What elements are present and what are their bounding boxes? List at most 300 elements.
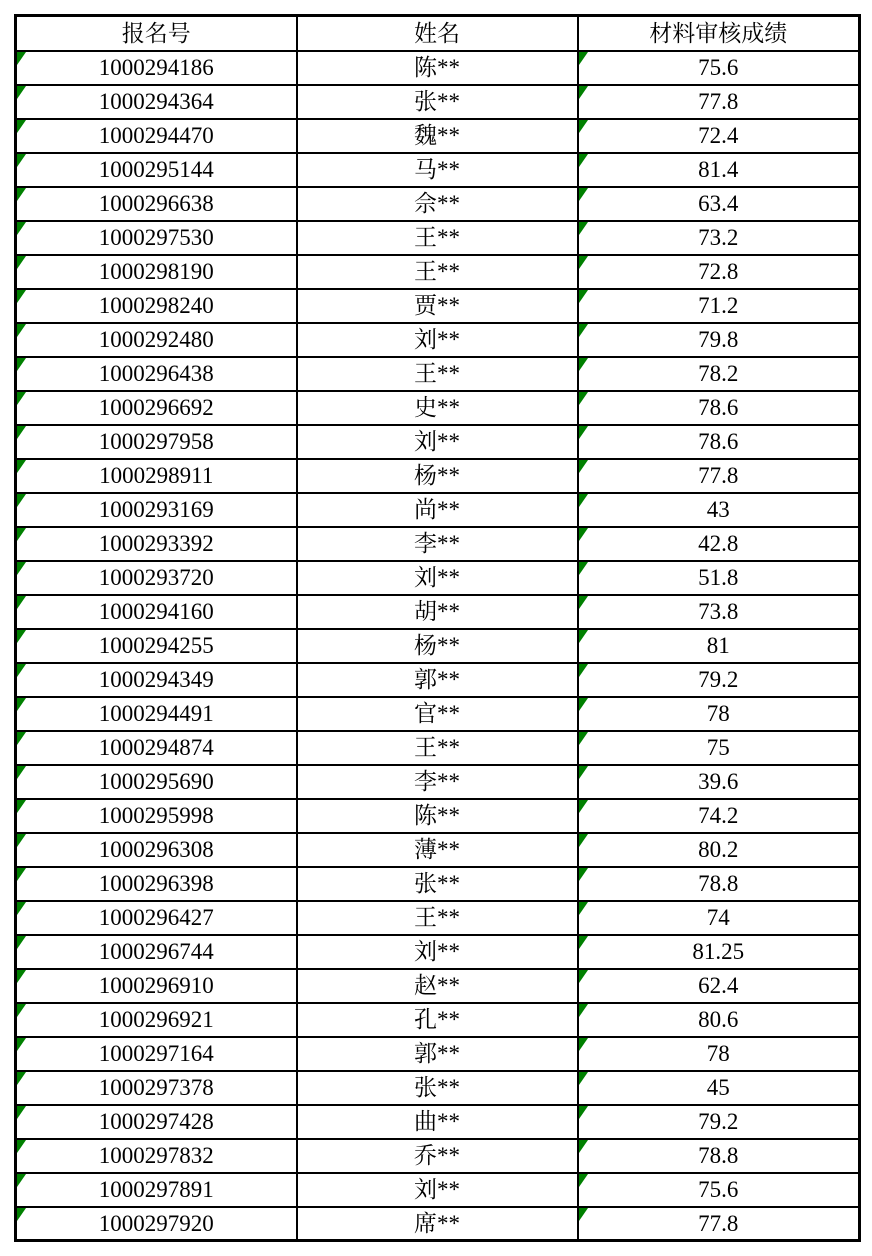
- cell-name: [297, 323, 578, 357]
- green-triangle-icon: [579, 562, 588, 575]
- green-triangle-icon: [17, 1038, 26, 1051]
- cell-text: 81.25: [692, 939, 745, 964]
- cell-score: [578, 425, 860, 459]
- cell-name: [297, 255, 578, 289]
- cell-text: 尚**: [414, 497, 460, 522]
- cell-score: [578, 1173, 860, 1207]
- green-triangle-icon: [579, 528, 588, 541]
- cell-text: 1000296398: [98, 871, 214, 896]
- cell-text: 官**: [414, 701, 460, 726]
- cell-score: [578, 595, 860, 629]
- cell-registration-number: [16, 833, 297, 867]
- cell-text: 43: [706, 497, 730, 522]
- cell-text: 1000296921: [98, 1007, 214, 1032]
- cell-score: [578, 187, 860, 221]
- cell-name: [297, 867, 578, 901]
- green-triangle-icon: [17, 1106, 26, 1119]
- green-triangle-icon: [579, 290, 588, 303]
- cell-text: 刘**: [414, 327, 460, 352]
- cell-score: [578, 833, 860, 867]
- cell-registration-number: [16, 799, 297, 833]
- cell-text: 39.6: [698, 769, 739, 794]
- green-triangle-icon: [17, 800, 26, 813]
- cell-text: 79.2: [698, 1109, 739, 1134]
- green-triangle-icon: [17, 1072, 26, 1085]
- green-triangle-icon: [17, 426, 26, 439]
- cell-name: [297, 663, 578, 697]
- cell-registration-number: [16, 765, 297, 799]
- cell-text: 78.8: [698, 1143, 739, 1168]
- cell-score: [578, 561, 860, 595]
- cell-name: [297, 697, 578, 731]
- cell-text: 77.8: [698, 1210, 739, 1236]
- header-material-review-score: 材料审核成绩: [578, 16, 860, 51]
- green-triangle-icon: [17, 630, 26, 643]
- cell-text: 75.6: [698, 1177, 739, 1202]
- green-triangle-icon: [579, 1106, 588, 1119]
- green-triangle-icon: [579, 1004, 588, 1017]
- cell-text: 陈**: [414, 55, 460, 80]
- table-row: [16, 85, 860, 119]
- cell-text: 77.8: [698, 463, 739, 488]
- cell-text: 51.8: [698, 565, 739, 590]
- green-triangle-icon: [17, 188, 26, 201]
- cell-name: [297, 425, 578, 459]
- cell-registration-number: [16, 901, 297, 935]
- cell-text: 1000294349: [98, 667, 214, 692]
- cell-text: 1000295690: [98, 769, 214, 794]
- cell-text: 1000294470: [98, 123, 214, 148]
- cell-name: [297, 1139, 578, 1173]
- cell-text: 胡**: [414, 599, 460, 624]
- cell-text: 1000296744: [98, 939, 214, 964]
- cell-text: 席**: [414, 1210, 460, 1236]
- green-triangle-icon: [579, 426, 588, 439]
- green-triangle-icon: [17, 1174, 26, 1187]
- cell-registration-number: [16, 1105, 297, 1139]
- cell-text: 郭**: [414, 1041, 460, 1066]
- cell-text: 1000292480: [98, 327, 214, 352]
- green-triangle-icon: [579, 1208, 588, 1221]
- green-triangle-icon: [17, 528, 26, 541]
- cell-score: [578, 255, 860, 289]
- table-row: [16, 255, 860, 289]
- cell-name: [297, 629, 578, 663]
- green-triangle-icon: [579, 766, 588, 779]
- table-row: [16, 799, 860, 833]
- cell-score: [578, 459, 860, 493]
- green-triangle-icon: [17, 1208, 26, 1221]
- table-row: [16, 1139, 860, 1173]
- cell-score: [578, 969, 860, 1003]
- cell-text: 史**: [414, 395, 460, 420]
- cell-text: 王**: [414, 905, 460, 930]
- cell-score: [578, 731, 860, 765]
- cell-text: 1000298911: [99, 463, 214, 488]
- cell-text: 1000296910: [98, 973, 214, 998]
- green-triangle-icon: [579, 1038, 588, 1051]
- cell-name: [297, 1105, 578, 1139]
- table-row: [16, 289, 860, 323]
- cell-text: 1000297920: [98, 1210, 214, 1236]
- cell-name: [297, 1071, 578, 1105]
- cell-name: [297, 289, 578, 323]
- cell-text: 1000294186: [98, 55, 214, 80]
- green-triangle-icon: [579, 222, 588, 235]
- green-triangle-icon: [579, 86, 588, 99]
- cell-name: [297, 51, 578, 85]
- green-triangle-icon: [17, 936, 26, 949]
- cell-text: 1000297378: [98, 1075, 214, 1100]
- green-triangle-icon: [579, 834, 588, 847]
- cell-registration-number: [16, 1003, 297, 1037]
- green-triangle-icon: [579, 698, 588, 711]
- cell-text: 1000296438: [98, 361, 214, 386]
- green-triangle-icon: [17, 1140, 26, 1153]
- green-triangle-icon: [579, 868, 588, 881]
- cell-score: [578, 901, 860, 935]
- table-row: [16, 969, 860, 1003]
- cell-text: 80.2: [698, 837, 739, 862]
- cell-name: [297, 391, 578, 425]
- cell-score: [578, 119, 860, 153]
- green-triangle-icon: [579, 1140, 588, 1153]
- cell-name: [297, 595, 578, 629]
- green-triangle-icon: [579, 460, 588, 473]
- cell-text: 62.4: [698, 973, 739, 998]
- cell-registration-number: [16, 391, 297, 425]
- table-row: [16, 629, 860, 663]
- cell-score: [578, 697, 860, 731]
- green-triangle-icon: [579, 596, 588, 609]
- cell-registration-number: [16, 119, 297, 153]
- green-triangle-icon: [579, 1072, 588, 1085]
- cell-text: 刘**: [414, 939, 460, 964]
- green-triangle-icon: [17, 698, 26, 711]
- cell-score: [578, 935, 860, 969]
- cell-score: [578, 1105, 860, 1139]
- table-row: [16, 731, 860, 765]
- cell-score: [578, 1071, 860, 1105]
- cell-text: 80.6: [698, 1007, 739, 1032]
- green-triangle-icon: [17, 834, 26, 847]
- cell-text: 1000293720: [98, 565, 214, 590]
- green-triangle-icon: [17, 902, 26, 915]
- cell-registration-number: [16, 255, 297, 289]
- table-header: [16, 16, 860, 51]
- cell-text: 李**: [414, 531, 460, 556]
- table-row: [16, 663, 860, 697]
- cell-name: [297, 459, 578, 493]
- cell-registration-number: [16, 221, 297, 255]
- table-row: [16, 391, 860, 425]
- cell-text: 1000294255: [98, 633, 214, 658]
- table-row: [16, 765, 860, 799]
- cell-registration-number: [16, 1071, 297, 1105]
- cell-text: 1000295144: [98, 157, 214, 182]
- table-row: [16, 459, 860, 493]
- cell-name: [297, 1207, 578, 1241]
- green-triangle-icon: [579, 902, 588, 915]
- cell-name: [297, 833, 578, 867]
- cell-registration-number: [16, 731, 297, 765]
- cell-text: 郭**: [414, 667, 460, 692]
- cell-text: 王**: [414, 259, 460, 284]
- cell-score: [578, 765, 860, 799]
- cell-name: [297, 187, 578, 221]
- cell-text: 1000298190: [98, 259, 214, 284]
- cell-text: 刘**: [414, 429, 460, 454]
- table-row: [16, 595, 860, 629]
- cell-registration-number: [16, 425, 297, 459]
- cell-registration-number: [16, 663, 297, 697]
- cell-name: [297, 357, 578, 391]
- green-triangle-icon: [579, 732, 588, 745]
- cell-name: [297, 119, 578, 153]
- cell-text: 1000297832: [98, 1143, 214, 1168]
- cell-score: [578, 493, 860, 527]
- cell-text: 72.8: [698, 259, 739, 284]
- cell-text: 1000297891: [98, 1177, 214, 1202]
- cell-score: [578, 51, 860, 85]
- cell-text: 74: [706, 905, 730, 930]
- cell-text: 陈**: [414, 803, 460, 828]
- cell-text: 78.2: [698, 361, 739, 386]
- cell-score: [578, 153, 860, 187]
- green-triangle-icon: [17, 392, 26, 405]
- cell-text: 张**: [414, 871, 460, 896]
- green-triangle-icon: [579, 154, 588, 167]
- table-row: [16, 493, 860, 527]
- cell-text: 1000297164: [98, 1041, 214, 1066]
- green-triangle-icon: [579, 188, 588, 201]
- green-triangle-icon: [17, 256, 26, 269]
- green-triangle-icon: [17, 766, 26, 779]
- green-triangle-icon: [17, 1004, 26, 1017]
- table-row: [16, 187, 860, 221]
- cell-name: [297, 1173, 578, 1207]
- green-triangle-icon: [579, 630, 588, 643]
- cell-registration-number: [16, 51, 297, 85]
- cell-text: 79.8: [698, 327, 739, 352]
- cell-registration-number: [16, 323, 297, 357]
- cell-text: 73.8: [698, 599, 739, 624]
- cell-registration-number: [16, 153, 297, 187]
- green-triangle-icon: [17, 154, 26, 167]
- cell-text: 1000294160: [98, 599, 214, 624]
- green-triangle-icon: [17, 494, 26, 507]
- green-triangle-icon: [17, 596, 26, 609]
- cell-registration-number: [16, 867, 297, 901]
- green-triangle-icon: [579, 494, 588, 507]
- cell-name: [297, 153, 578, 187]
- table-row: [16, 1003, 860, 1037]
- cell-score: [578, 1003, 860, 1037]
- cell-text: 1000293169: [98, 497, 214, 522]
- green-triangle-icon: [17, 120, 26, 133]
- cell-text: 1000295998: [98, 803, 214, 828]
- cell-registration-number: [16, 595, 297, 629]
- cell-score: [578, 1037, 860, 1071]
- green-triangle-icon: [17, 222, 26, 235]
- cell-registration-number: [16, 1207, 297, 1241]
- cell-registration-number: [16, 697, 297, 731]
- cell-text: 72.4: [698, 123, 739, 148]
- cell-text: 78.6: [698, 429, 739, 454]
- cell-text: 78: [706, 1041, 730, 1066]
- green-triangle-icon: [17, 460, 26, 473]
- cell-registration-number: [16, 1173, 297, 1207]
- table-row: [16, 221, 860, 255]
- green-triangle-icon: [17, 86, 26, 99]
- table-row: [16, 1037, 860, 1071]
- cell-score: [578, 1139, 860, 1173]
- green-triangle-icon: [579, 970, 588, 983]
- cell-registration-number: [16, 935, 297, 969]
- header-name: 姓名: [297, 16, 578, 51]
- cell-registration-number: [16, 1037, 297, 1071]
- green-triangle-icon: [579, 52, 588, 65]
- cell-name: [297, 221, 578, 255]
- cell-text: 杨**: [414, 463, 460, 488]
- cell-name: [297, 799, 578, 833]
- green-triangle-icon: [17, 868, 26, 881]
- cell-registration-number: [16, 289, 297, 323]
- cell-text: 孔**: [414, 1007, 460, 1032]
- cell-text: 42.8: [698, 531, 739, 556]
- table-row: [16, 1105, 860, 1139]
- cell-text: 李**: [414, 769, 460, 794]
- green-triangle-icon: [17, 732, 26, 745]
- cell-score: [578, 323, 860, 357]
- cell-text: 78.6: [698, 395, 739, 420]
- cell-score: [578, 867, 860, 901]
- cell-text: 1000296692: [98, 395, 214, 420]
- cell-text: 71.2: [698, 293, 739, 318]
- table-row: [16, 153, 860, 187]
- cell-text: 75: [706, 735, 730, 760]
- cell-registration-number: [16, 493, 297, 527]
- green-triangle-icon: [17, 664, 26, 677]
- cell-registration-number: [16, 459, 297, 493]
- cell-text: 曲**: [414, 1109, 460, 1134]
- cell-score: [578, 1207, 860, 1241]
- cell-text: 75.6: [698, 55, 739, 80]
- green-triangle-icon: [579, 1174, 588, 1187]
- table-row: [16, 561, 860, 595]
- table-row: [16, 527, 860, 561]
- header-registration-number: 报名号: [16, 16, 297, 51]
- cell-text: 81: [706, 633, 730, 658]
- cell-score: [578, 357, 860, 391]
- cell-registration-number: [16, 187, 297, 221]
- table-row: [16, 1207, 860, 1241]
- cell-text: 1000296308: [98, 837, 214, 862]
- table-row: [16, 323, 860, 357]
- cell-name: [297, 1037, 578, 1071]
- green-triangle-icon: [17, 562, 26, 575]
- green-triangle-icon: [17, 52, 26, 65]
- cell-text: 74.2: [698, 803, 739, 828]
- cell-text: 贾**: [414, 293, 460, 318]
- green-triangle-icon: [579, 120, 588, 133]
- cell-text: 1000298240: [98, 293, 214, 318]
- cell-text: 1000294874: [98, 735, 214, 760]
- cell-text: 杨**: [414, 633, 460, 658]
- cell-text: 1000297530: [98, 225, 214, 250]
- cell-name: [297, 969, 578, 1003]
- table-row: [16, 425, 860, 459]
- cell-text: 王**: [414, 735, 460, 760]
- green-triangle-icon: [579, 664, 588, 677]
- green-triangle-icon: [579, 392, 588, 405]
- cell-text: 刘**: [414, 565, 460, 590]
- cell-text: 78: [706, 701, 730, 726]
- cell-score: [578, 289, 860, 323]
- green-triangle-icon: [17, 970, 26, 983]
- cell-text: 81.4: [698, 157, 739, 182]
- cell-text: 77.8: [698, 89, 739, 114]
- table-row: [16, 833, 860, 867]
- table-body: [16, 51, 860, 1241]
- score-table-sheet: [14, 14, 858, 1240]
- cell-text: 1000293392: [98, 531, 214, 556]
- cell-name: [297, 561, 578, 595]
- table-row: [16, 1173, 860, 1207]
- cell-registration-number: [16, 85, 297, 119]
- table-row: [16, 867, 860, 901]
- cell-score: [578, 629, 860, 663]
- cell-name: [297, 493, 578, 527]
- cell-text: 张**: [414, 1075, 460, 1100]
- green-triangle-icon: [579, 256, 588, 269]
- green-triangle-icon: [17, 324, 26, 337]
- cell-registration-number: [16, 969, 297, 1003]
- cell-text: 79.2: [698, 667, 739, 692]
- cell-text: 魏**: [414, 123, 460, 148]
- table-row: [16, 935, 860, 969]
- table-row: [16, 697, 860, 731]
- cell-registration-number: [16, 561, 297, 595]
- cell-name: [297, 731, 578, 765]
- cell-registration-number: [16, 357, 297, 391]
- cell-name: [297, 85, 578, 119]
- cell-score: [578, 391, 860, 425]
- cell-score: [578, 527, 860, 561]
- cell-text: 73.2: [698, 225, 739, 250]
- cell-registration-number: [16, 1139, 297, 1173]
- table-row: [16, 357, 860, 391]
- cell-score: [578, 663, 860, 697]
- table-row: [16, 901, 860, 935]
- cell-name: [297, 527, 578, 561]
- green-triangle-icon: [17, 290, 26, 303]
- cell-text: 马**: [414, 157, 460, 182]
- cell-text: 1000294491: [98, 701, 214, 726]
- cell-score: [578, 85, 860, 119]
- table-row: [16, 119, 860, 153]
- table-row: [16, 51, 860, 85]
- header-row: [16, 16, 860, 51]
- cell-text: 赵**: [414, 973, 460, 998]
- cell-name: [297, 1003, 578, 1037]
- cell-name: [297, 765, 578, 799]
- cell-text: 1000296427: [98, 905, 214, 930]
- cell-text: 1000297428: [98, 1109, 214, 1134]
- cell-registration-number: [16, 629, 297, 663]
- green-triangle-icon: [579, 324, 588, 337]
- cell-text: 1000296638: [98, 191, 214, 216]
